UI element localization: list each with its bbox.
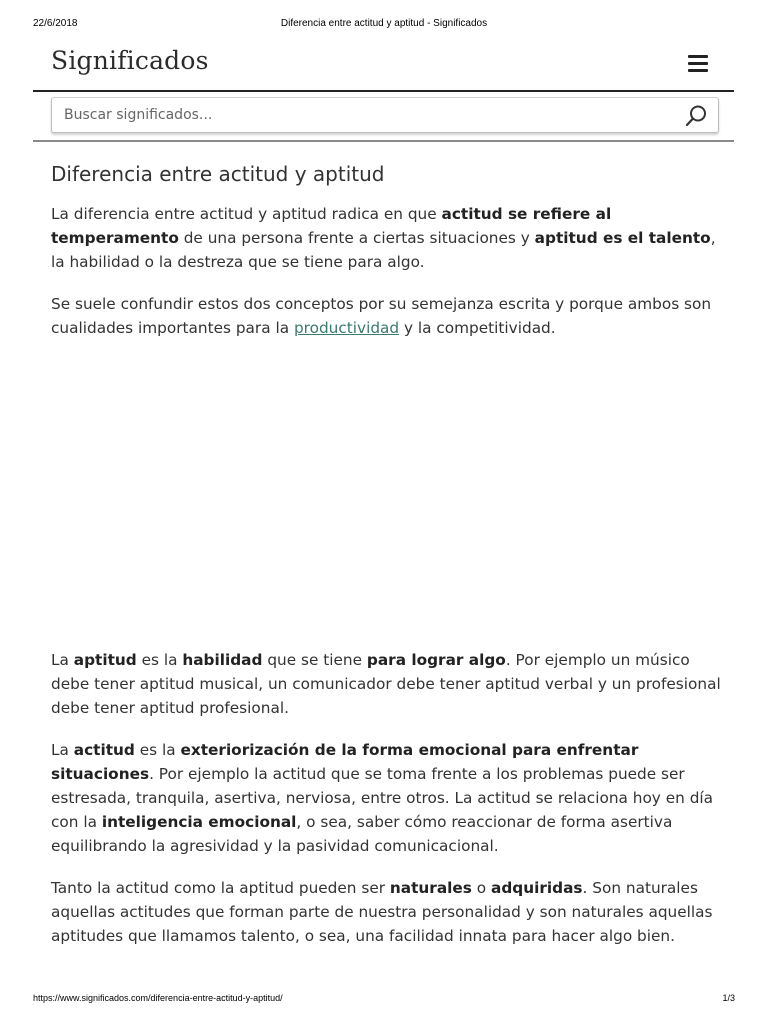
bold-text: actitud se refiere al temperamento	[51, 205, 612, 247]
text: que se tiene	[262, 651, 367, 669]
link-productividad[interactable]: productividad	[293, 319, 400, 337]
article	[51, 160, 723, 966]
paragraph-confusion	[51, 292, 723, 340]
text: La diferencia entre actitud y aptitud radica en que	[51, 205, 442, 223]
ad-placeholder	[51, 358, 723, 648]
site-header	[33, 40, 734, 92]
text: Tanto la actitud como la aptitud pueden ser	[51, 879, 390, 897]
bold-text: para lograr algo	[366, 651, 506, 669]
text: de una persona frente a ciertas situaciones y	[178, 229, 535, 247]
hamburger-menu-icon[interactable]	[688, 54, 708, 72]
search-bar	[51, 97, 719, 133]
text: La	[51, 651, 74, 669]
bold-text: actitud	[73, 741, 135, 759]
article-title: Diferencia entre actitud y aptitud	[51, 162, 385, 186]
paragraph-intro	[51, 202, 723, 274]
search-icon[interactable]	[684, 104, 708, 128]
bold-text: naturales	[389, 879, 472, 897]
paragraph-actitud	[51, 738, 723, 858]
print-url: https://www.significados.com/diferencia-entre-actitud-y-aptitud/	[33, 993, 283, 1003]
text: Se suele confundir estos dos conceptos por su semejanza escrita y porque ambos son cualidades importantes para la	[51, 295, 712, 337]
header-divider	[33, 140, 734, 142]
bold-text: inteligencia emocional	[101, 813, 297, 831]
text: . Son naturales aquellas actitudes que forman parte de nuestra personalidad y son naturales aquellas aptitudes que llamamos talento, o sea, una facilidad innata para hacer algo bien.	[51, 879, 713, 945]
text: . Por ejemplo la actitud que se toma frente a los problemas puede ser estresada, tranquila, asertiva, nerviosa, entre otros. La actitud se relaciona hoy en día con la	[51, 765, 714, 831]
page-number: 1/3	[722, 993, 735, 1003]
paragraph-aptitud	[51, 648, 723, 720]
text: La	[51, 741, 74, 759]
bold-text: habilidad	[182, 651, 263, 669]
bold-text: adquiridas	[491, 879, 583, 897]
print-header	[33, 18, 735, 32]
text: , la habilidad o la destreza que se tiene para algo.	[51, 229, 716, 271]
text: , o sea, saber cómo reaccionar de forma asertiva equilibrando la agresividad y la pasividad comunicacional.	[51, 813, 673, 855]
print-date: 22/6/2018	[33, 18, 78, 29]
bold-text: aptitud	[73, 651, 137, 669]
site-logo[interactable]: Significados	[51, 46, 209, 75]
paragraph-naturales	[51, 876, 723, 948]
text: es la	[134, 741, 181, 759]
text: . Por ejemplo un músico debe tener aptitud musical, un comunicador debe tener aptitud verbal y un profesional debe tener aptitud profesional.	[51, 651, 721, 717]
text: es la	[136, 651, 183, 669]
text: y la competitividad.	[399, 319, 556, 337]
bold-text: exteriorización de la forma emocional para enfrentar situaciones	[51, 741, 639, 783]
print-footer	[33, 993, 735, 1007]
print-document-title: Diferencia entre actitud y aptitud - Significados	[280, 18, 488, 29]
bold-text: aptitud es el talento	[534, 229, 711, 247]
text: o	[471, 879, 491, 897]
search-input[interactable]	[64, 104, 664, 126]
